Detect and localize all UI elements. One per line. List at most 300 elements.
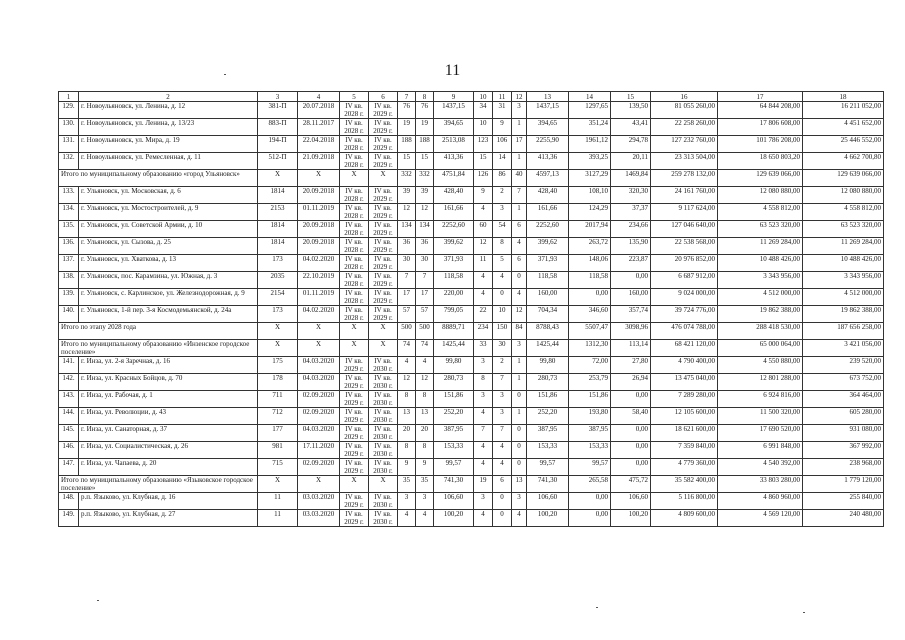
table-cell: 3127,29 [569,170,611,187]
table-cell: 6 924 816,00 [718,391,803,408]
table-cell: 76 [398,102,416,119]
table-cell: 1437,15 [527,102,569,119]
table-cell: IV кв. 2029 г. [340,374,369,391]
table-row [59,272,884,289]
table-cell: 40 [512,170,527,187]
table-cell: 151,86 [569,391,611,408]
table-cell: 252,20 [527,408,569,425]
table-cell: 20 [416,425,434,442]
table-cell: 43,41 [611,119,651,136]
table-cell: Итого по муниципальному образованию «Инзенское городское поселение» [59,340,258,357]
table-cell: 17 690 520,00 [718,425,803,442]
table-cell: 239 520,00 [803,357,884,374]
table-cell: 03.03.2020 [298,493,340,510]
table-cell: 12 [512,306,527,323]
table-cell: 12 [398,204,416,221]
table-cell: X [340,340,369,357]
table-cell: 149. [59,510,79,527]
subtotal-row [59,170,884,187]
table-cell: 36 [398,238,416,255]
header-cell: 5 [340,92,369,102]
table-cell: IV кв. 2028 г. [340,221,369,238]
table-cell: 428,40 [527,187,569,204]
table-cell: IV кв. 2030 г. [369,374,398,391]
table-cell: IV кв. 2028 г. [340,289,369,306]
table-cell: 320,30 [611,187,651,204]
table-cell: 357,74 [611,306,651,323]
table-cell: 428,40 [434,187,474,204]
table-cell: 04.03.2020 [298,425,340,442]
table-cell: 399,62 [527,238,569,255]
table-cell: 11 269 284,00 [718,238,803,255]
table-cell: г. Инза, ул. Рабочая, д. 1 [79,391,258,408]
table-cell: 364 464,00 [803,391,884,408]
table-cell: р.п. Языково, ул. Клубная, д. 27 [79,510,258,527]
table-cell: 30 [416,255,434,272]
table-cell: 134. [59,204,79,221]
table-cell: 188 [398,136,416,153]
table-cell: 4 [474,289,493,306]
table-cell: 3 [398,493,416,510]
table-cell: 178 [258,374,298,391]
table-cell: г. Новоульяновск, ул. Мира, д. 19 [79,136,258,153]
table-cell: 2255,90 [527,136,569,153]
table-row [59,425,884,442]
table-cell: X [258,340,298,357]
table-cell: IV кв. 2028 г. [340,255,369,272]
table-cell: 332 [416,170,434,187]
table-cell: 1 [512,119,527,136]
table-cell: IV кв. 2029 г. [340,442,369,459]
table-cell: 173 [258,255,298,272]
table-cell: 371,93 [527,255,569,272]
table-cell: 22 538 568,00 [651,238,718,255]
table-cell: 19 [398,119,416,136]
table-cell: 153,33 [527,442,569,459]
table-cell: 20.09.2018 [298,221,340,238]
table-cell: 20 976 852,00 [651,255,718,272]
table-cell: 4 451 652,00 [803,119,884,136]
table-cell: 234,66 [611,221,651,238]
table-cell: 132. [59,153,79,170]
table-cell: 1 [512,204,527,221]
table-row [59,289,884,306]
table-cell: 605 280,00 [803,408,884,425]
table-cell: X [369,476,398,493]
table-cell: 19 862 388,00 [718,306,803,323]
table-cell: 1425,44 [434,340,474,357]
table-cell: 394,65 [527,119,569,136]
table-cell: 387,95 [434,425,474,442]
table-cell: 17 806 608,00 [718,119,803,136]
table-cell: 387,95 [527,425,569,442]
table-cell: 0 [493,289,512,306]
table-cell: X [369,170,398,187]
table-cell: 4 [416,510,434,527]
table-cell: 1 [512,153,527,170]
table-cell: IV кв. 2029 г. [369,136,398,153]
table-cell: 252,20 [434,408,474,425]
table-cell: IV кв. 2028 г. [340,153,369,170]
table-cell: 0 [512,272,527,289]
table-cell: 84 [512,323,527,340]
table-cell: 4 [474,459,493,476]
table-cell: 7 [493,425,512,442]
table-cell: 381-П [258,102,298,119]
table-cell: 18 621 600,00 [651,425,718,442]
table-cell: 04.02.2020 [298,255,340,272]
header-cell: 2 [79,92,258,102]
table-cell: 8889,71 [434,323,474,340]
table-cell: 20.09.2018 [298,238,340,255]
header-cell: 15 [611,92,651,102]
table-cell: IV кв. 2029 г. [369,255,398,272]
table-cell: 145. [59,425,79,442]
table-cell: 4 [416,357,434,374]
table-cell: 2154 [258,289,298,306]
table-cell: X [258,476,298,493]
table-cell: 5 116 800,00 [651,493,718,510]
table-row [59,153,884,170]
table-row [59,442,884,459]
table-cell: 4 779 360,00 [651,459,718,476]
table-cell: 12 [398,374,416,391]
table-cell: 4 662 700,80 [803,153,884,170]
table-cell: 100,20 [527,510,569,527]
table-cell: 151,86 [434,391,474,408]
table-cell: X [340,170,369,187]
table-cell: X [258,170,298,187]
table-cell: 4 [493,459,512,476]
table-cell: 399,62 [434,238,474,255]
table-cell: 188 [416,136,434,153]
table-cell: 135. [59,221,79,238]
table-cell: 22.04.2018 [298,136,340,153]
table-cell: 1297,65 [569,102,611,119]
table-cell: 3 421 056,00 [803,340,884,357]
table-cell: 127 046 640,00 [651,221,718,238]
table-cell: 2252,60 [527,221,569,238]
table-cell: 476 074 788,00 [651,323,718,340]
table-cell: 100,20 [434,510,474,527]
table-cell: г. Ульяновск, ул. Мостостроителей, д. 9 [79,204,258,221]
table-cell: 4597,13 [527,170,569,187]
table-cell: 13 475 040,00 [651,374,718,391]
table-cell: 4 [398,357,416,374]
table-cell: 99,80 [434,357,474,374]
table-cell: 9 [493,119,512,136]
table-cell: г. Инза, ул. Социалистическая, д. 26 [79,442,258,459]
subtotal-row [59,323,884,340]
table-cell: 2513,08 [434,136,474,153]
table-cell: 113,14 [611,340,651,357]
table-cell: 4751,84 [434,170,474,187]
table-cell: 04.02.2020 [298,306,340,323]
subtotal-row [59,340,884,357]
table-cell: 12 105 600,00 [651,408,718,425]
table-cell: 30 [493,340,512,357]
table-cell: 34 [474,102,493,119]
table-cell: 6 [512,255,527,272]
table-cell: 332 [398,170,416,187]
table-cell: 129. [59,102,79,119]
table-cell: 02.09.2020 [298,391,340,408]
header-cell: 6 [369,92,398,102]
table-cell: IV кв. 2028 г. [340,102,369,119]
table-cell: 413,36 [434,153,474,170]
table-cell: 394,65 [434,119,474,136]
table-cell: 1425,44 [527,340,569,357]
table-cell: 13 [416,408,434,425]
table-cell: 150 [493,323,512,340]
table-cell: 712 [258,408,298,425]
table-cell: 60 [474,221,493,238]
table-cell: IV кв. 2028 г. [340,136,369,153]
table-cell: 673 752,00 [803,374,884,391]
table-cell: 715 [258,459,298,476]
table-cell: 8 [416,442,434,459]
table-cell: 173 [258,306,298,323]
table-cell: 280,73 [434,374,474,391]
table-cell: 3 343 956,00 [803,272,884,289]
scan-speck [596,607,598,608]
table-row [59,306,884,323]
table-cell: 04.03.2020 [298,374,340,391]
table-cell: 0,00 [611,442,651,459]
table-cell: 12 [474,238,493,255]
table-cell: 7 [398,272,416,289]
header-row [59,92,884,102]
table-cell: 01.11.2019 [298,204,340,221]
table-cell: 500 [398,323,416,340]
table-cell: 65 000 064,00 [718,340,803,357]
table-cell: 58,40 [611,408,651,425]
table-cell: 4 [474,204,493,221]
header-cell: 8 [416,92,434,102]
table-cell: 3 343 956,00 [718,272,803,289]
table-cell: 153,33 [434,442,474,459]
table-cell: 351,24 [569,119,611,136]
table-cell: 23 313 504,00 [651,153,718,170]
table-cell: 4 512 000,00 [803,289,884,306]
table-cell: 161,66 [434,204,474,221]
table-cell: 4 540 392,00 [718,459,803,476]
table-cell: 129 639 066,00 [803,170,884,187]
table-row [59,119,884,136]
table-cell: 68 421 120,00 [651,340,718,357]
table-cell: 19 862 388,00 [803,306,884,323]
table-cell: г. Ульяновск, ул. Московская, д. 6 [79,187,258,204]
table-cell: IV кв. 2029 г. [340,408,369,425]
table-cell: 127 232 760,00 [651,136,718,153]
table-cell: 387,95 [569,425,611,442]
table-cell: 57 [416,306,434,323]
table-cell: 6 [512,221,527,238]
table-cell: IV кв. 2029 г. [369,102,398,119]
table-cell: IV кв. 2029 г. [369,306,398,323]
table-cell: 0,00 [569,289,611,306]
table-cell: 130. [59,119,79,136]
header-cell: 12 [512,92,527,102]
table-cell: 1814 [258,187,298,204]
header-cell: 1 [59,92,79,102]
table-cell: 146. [59,442,79,459]
table-row [59,510,884,527]
table-cell: 194-П [258,136,298,153]
table-cell: 4 809 600,00 [651,510,718,527]
table-cell: г. Инза, ул. Санаторная, д. 37 [79,425,258,442]
table-cell: 153,33 [569,442,611,459]
table-cell: 147. [59,459,79,476]
table-cell: Итого по муниципальному образованию «Языковское городское поселение» [59,476,258,493]
table-cell: 177 [258,425,298,442]
table-cell: 259 278 132,00 [651,170,718,187]
table-cell: 280,73 [527,374,569,391]
subtotal-row [59,476,884,493]
table-cell: 4 [493,442,512,459]
table-cell: 1469,84 [611,170,651,187]
table-cell: 4 860 960,00 [718,493,803,510]
table-cell: 35 582 400,00 [651,476,718,493]
table-cell: 0 [512,425,527,442]
table-cell: 11 [258,493,298,510]
table-cell: IV кв. 2029 г. [369,238,398,255]
table-cell: 02.09.2020 [298,408,340,425]
table-cell: 134 [416,221,434,238]
table-cell: IV кв. 2029 г. [340,493,369,510]
table-row [59,255,884,272]
table-cell: г. Ульяновск, ул. Хваткова, д. 13 [79,255,258,272]
table-cell: 31 [493,102,512,119]
table-cell: 1437,15 [434,102,474,119]
table-cell: IV кв. 2029 г. [340,357,369,374]
table-cell: 141. [59,357,79,374]
table-cell: IV кв. 2028 г. [340,238,369,255]
table-cell: 7 [493,374,512,391]
table-cell: 2252,60 [434,221,474,238]
scan-speck [803,612,805,613]
table-cell: IV кв. 2029 г. [340,391,369,408]
table-cell: 10 488 426,00 [803,255,884,272]
table-cell: 39 724 776,00 [651,306,718,323]
table-cell: 106,60 [527,493,569,510]
table-cell: 15 [474,153,493,170]
table-cell: 74 [398,340,416,357]
table-cell: 139,50 [611,102,651,119]
table-cell: 151,86 [527,391,569,408]
header-cell: 16 [651,92,718,102]
table-cell: 8 [398,391,416,408]
table-cell: 17.11.2020 [298,442,340,459]
table-cell: 711 [258,391,298,408]
table-cell: 30 [398,255,416,272]
table-cell: 3 [512,340,527,357]
table-cell: 106,60 [611,493,651,510]
table-cell: Итого по этапу 2028 года [59,323,258,340]
table-cell: 13 [398,408,416,425]
table-cell: 76 [416,102,434,119]
table-cell: 8 [493,238,512,255]
table-cell: 8 [416,391,434,408]
table-cell: 54 [493,221,512,238]
table-cell: 21.09.2018 [298,153,340,170]
table-cell: 10 [474,119,493,136]
table-cell: г. Инза, ул. Чапаева, д. 20 [79,459,258,476]
table-cell: 0 [512,459,527,476]
table-cell: X [340,323,369,340]
table-cell: 741,30 [527,476,569,493]
table-cell: 37,37 [611,204,651,221]
table-cell: 20.07.2018 [298,102,340,119]
table-cell: 27,80 [611,357,651,374]
table-cell: 12 [416,374,434,391]
table-cell: 4 512 000,00 [718,289,803,306]
table-cell: 1 [512,374,527,391]
table-cell: 99,57 [434,459,474,476]
table-cell: 18 650 803,20 [718,153,803,170]
table-cell: 367 992,00 [803,442,884,459]
table-cell: 10 488 426,00 [718,255,803,272]
table-cell: 263,72 [569,238,611,255]
table-cell: 883-П [258,119,298,136]
table-cell: IV кв. 2030 г. [369,442,398,459]
table-cell: г. Ульяновск, пос. Карамзина, ул. Южная, д. 3 [79,272,258,289]
table-cell: 8 [474,374,493,391]
table-cell: 17 [398,289,416,306]
table-cell: 3 [416,493,434,510]
table-cell: 11 500 320,00 [718,408,803,425]
header-cell: 17 [718,92,803,102]
table-cell: 100,20 [611,510,651,527]
table-cell: IV кв. 2030 г. [369,493,398,510]
table-cell: г. Инза, ул. Революции, д. 43 [79,408,258,425]
table-cell: IV кв. 2030 г. [369,391,398,408]
table-row [59,136,884,153]
table-cell: 8 [398,442,416,459]
table-cell: 9 [474,187,493,204]
table-cell: 288 418 530,00 [718,323,803,340]
table-cell: 9 [398,459,416,476]
table-cell: 16 211 052,00 [803,102,884,119]
table-cell: 1814 [258,238,298,255]
table-cell: 253,79 [569,374,611,391]
table-cell: г. Инза, ул. Красных Бойцов, д. 70 [79,374,258,391]
table-cell: IV кв. 2030 г. [369,459,398,476]
table-cell: IV кв. 2030 г. [369,357,398,374]
table-cell: 35 [416,476,434,493]
table-cell: 161,66 [527,204,569,221]
table-cell: г. Инза, ул. 2-я Заречная, д. 16 [79,357,258,374]
table-cell: 15 [416,153,434,170]
table-cell: IV кв. 2029 г. [369,221,398,238]
table-cell: 0,00 [569,493,611,510]
table-cell: 33 [474,340,493,357]
table-cell: 118,58 [527,272,569,289]
table-cell: 4 [474,510,493,527]
table-cell: 234 [474,323,493,340]
table-cell: 393,25 [569,153,611,170]
table-cell: 9 [416,459,434,476]
table-cell: 142. [59,374,79,391]
table-cell: 64 844 208,00 [718,102,803,119]
table-cell: 63 523 320,00 [803,221,884,238]
table-row [59,459,884,476]
table-row [59,187,884,204]
table-cell: IV кв. 2028 г. [340,119,369,136]
table-cell: 220,00 [434,289,474,306]
table-cell: IV кв. 2028 г. [340,306,369,323]
table-row [59,221,884,238]
